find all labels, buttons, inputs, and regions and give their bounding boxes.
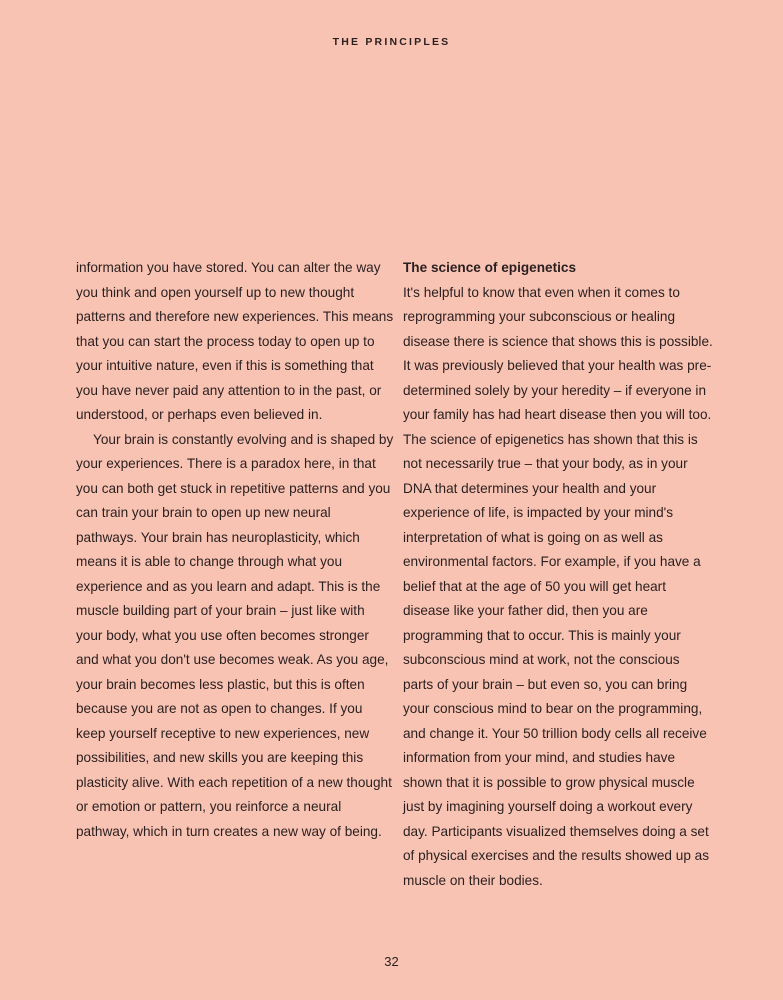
right-paragraph: It's helpful to know that even when it comes to reprogramming your subconscious or healing disease there is science that shows this is possible. It was previously believed that your health was pre-determined solely by your heredity – if everyone in your family has had heart disease then you will too. The science of epigenetics has shown that this is not necessarily true – that your body, as in your DNA that determines your health and your experience of life, is impacted by your mind's interpretation of what is going on as well as environmental factors. For example, if you have a belief that at the age of 50 you will get heart disease like your father did, then you are programming that to occur. This is mainly your subconscious mind at work, not the conscious parts of your brain – but even so, you can bring your conscious mind to bear on the programming, and change it. Your 50 trillion body cells all receive information from your mind, and studies have shown that it is possible to grow physical muscle just by imagining yourself doing a workout every day. Participants visualized themselves doing a set of physical exercises and the results showed up as muscle on their bodies. [403, 284, 713, 888]
left-paragraph-1: information you have stored. You can alter the way you think and open yourself up to new thought patterns and therefore new experiences. This means that you can start the process today to open up to your intuitive nature, even if this is something that you have never paid any attention to in the past, or understood, or perhaps even believed in. [76, 260, 394, 422]
left-column [76, 256, 394, 844]
left-paragraph-2: Your brain is constantly evolving and is shaped by your experiences. There is a paradox here, in that you can both get stuck in repetitive patterns and you can train your brain to open up new neural pathways. Your brain has neuroplasticity, which means it is able to change through what you experience and as you learn and adapt. This is the muscle building part of your brain – just like with your body, what you use often becomes stronger and what you don't use becomes weak. As you age, your brain becomes less plastic, but this is often because you are not as open to changes. If you keep yourself receptive to new experiences, new possibilities, and new skills you are keeping this plasticity alive. With each repetition of a new thought or emotion or pattern, you reinforce a neural pathway, which in turn creates a new way of being. [76, 431, 394, 839]
section-heading: The science of epigenetics [403, 260, 577, 275]
running-head: THE PRINCIPLES [332, 36, 451, 48]
page-number: 32 [384, 954, 399, 969]
right-column [403, 256, 713, 893]
